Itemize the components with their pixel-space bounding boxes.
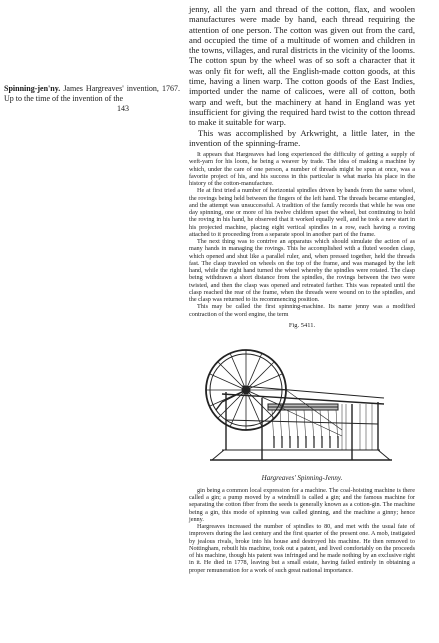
paragraph-1: jenny, all the yarn and thread of the cotton, flax, and woolen manufactures were made by hand, each thread requiring the attention of one person. The cotton was given out from the card, and occupied the time of a multitude of women and children in the towns, villages, and rural districts in the vicinity of the looms. The cotton spun by the wheel was of so soft a character that it was only fit for weft, all the English-made cotton goods, at this time, having a linen warp. The cotton goods of the East Indies, imported under the name of calicoes, were all of cotton, both warp and weft, but the machinery at hand in England was yet insufficient for giving the required hard twist to the cotton thread to make it suitable for warp. <box>189 4 415 128</box>
figure-label: Fig. 5411. <box>288 321 316 329</box>
entry-headword: Spinning-jen'ny. <box>4 84 61 93</box>
entry-sidebar <box>4 84 180 114</box>
small-paragraph-2: He at first tried a number of horizontal spindles driven by bands from the same wheel, the rovings being held between the fingers of the left hand. The threads became entangled, and the attempt was unsuccessful. A tradition of the family records that while he was one day spinning, one or more of his twelve children upset the wheel, but continuing to hold the roving in his hand, he observed that it worked equally well, and he took a new start in his projected machine, placing eight vertical spindles in a row, each having a roving attached to it proceeding from a separate spool in another part of the frame. <box>189 187 415 238</box>
small-paragraph-6: Hargreaves increased the number of spindles to 80, and met with the usual fate of improvers during the last century and the first quarter of the present one. A mob, instigated by jealous rivals, broke into his house and destroyed his machine. He then removed to Nottingham, rebuilt his machine, took out a patent, and lived comfortably on the proceeds of his machine, though his patent was infringed and he made nothing by an exclusive right in it. He died in 1778, leaving but a small estate, having failed entirely in obtaining a proper remuneration for a work of such great national importance. <box>189 523 415 574</box>
small-paragraph-1: It appears that Hargreaves had long experienced the difficulty of getting a supply of weft-yarn for his loom, he being a weaver by trade. The idea of making a machine by which, under the care of one person, a number of threads might be spun at once, was a favorite project of his, and his success in this particular is what marks his place in the history of the cotton-manufacture. <box>189 151 415 188</box>
small-paragraph-4: This may be called the first spinning-machine. Its name jenny was a modified contraction of the word engine, the term <box>189 303 415 318</box>
small-paragraph-3: The next thing was to contrive an apparatus which should simulate the action of as many hands in managing the rovings. This he accomplished with a fluted wooden clasp, which opened and shut like a parallel ruler, and, when pressed together, held the threads fast. The clasp traveled on wheels on the top of the frame, and was managed by the left hand, while the right hand turned the wheel whereby the spindles were rotated. The clasp being withdrawn a short distance from the spindles, the rovings between the two were twisted, and then the clasp was opened and retreated farther. This was repeated until the clasp reached the rear of the frame, when the threads were wound on to the spindles, and the clasp was returned to its recommencing position. <box>189 238 415 304</box>
page-number: 143 <box>117 104 129 114</box>
paragraph-2: This was accomplished by Arkwright, a little later, in the invention of the spinning-frame. <box>189 127 415 148</box>
figure-caption: Hargreaves' Spinning-Jenny. <box>261 473 343 482</box>
spinning-jenny-illustration <box>202 332 402 472</box>
small-paragraph-5: gin being a common local expression for a machine. The coal-hoisting machine is there called a gin; a pump moved by a windmill is called a gin; and the famous machine for separating the cotton fiber from the seeds is generally known as a cotton-gin. The machine being a gin, this mode of spinning was called ginning, and the machine a ginny; hence jenny. <box>189 486 415 523</box>
entry-definition: James Hargreaves' invention, 1767. Up to the time of the invention of the <box>4 84 180 103</box>
main-column <box>189 4 415 574</box>
